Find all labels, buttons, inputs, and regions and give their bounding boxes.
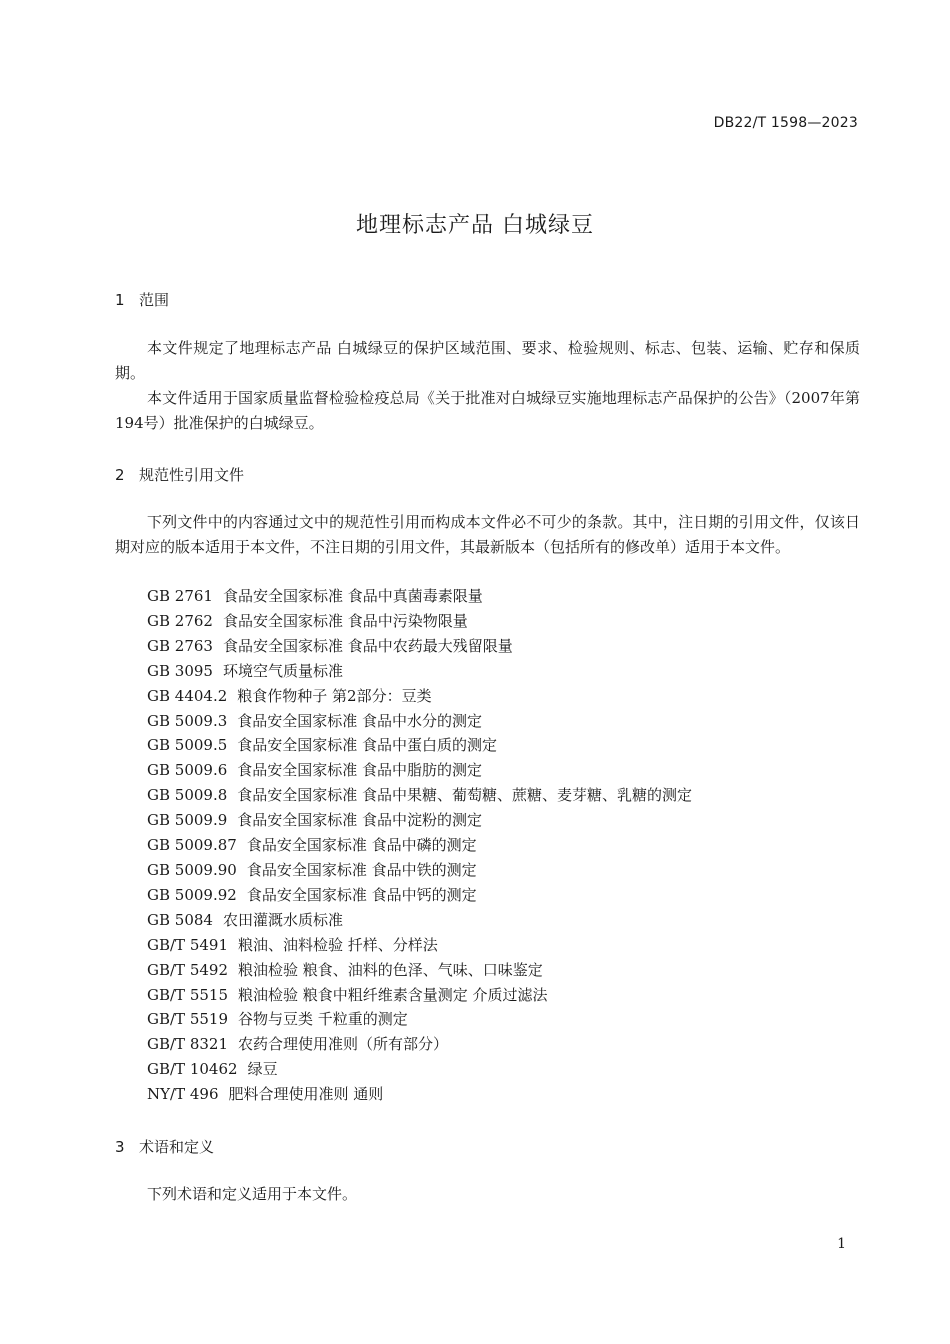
section-title: 规范性引用文件	[139, 466, 245, 484]
reference-code: GB 5009.90	[147, 860, 237, 879]
reference-code: GB 4404.2	[147, 686, 228, 705]
reference-title: 粮油、油料检验 扦样、分样法	[238, 935, 438, 954]
reference-code: GB 5009.3	[147, 711, 228, 730]
reference-item	[147, 833, 692, 858]
standard-code: DB22/T 1598—2023	[713, 115, 858, 131]
reference-code: GB/T 8321	[147, 1035, 229, 1054]
reference-item	[147, 733, 692, 758]
page-number: 1	[837, 1236, 846, 1252]
section-title: 范围	[139, 291, 170, 309]
reference-title: 农药合理使用准则（所有部分）	[238, 1035, 449, 1054]
reference-item	[147, 758, 692, 783]
reference-item	[147, 609, 692, 634]
reference-item	[147, 684, 692, 709]
reference-item	[147, 808, 692, 833]
section-1-paragraph-1: 本文件规定了地理标志产品 白城绿豆的保护区域范围、要求、检验规则、标志、包装、运输、贮存和保质期。	[115, 339, 860, 382]
reference-title: 食品安全国家标准 食品中钙的测定	[246, 885, 477, 904]
reference-title: 粮食作物种子 第2部分：豆类	[237, 686, 432, 705]
reference-item	[147, 1007, 692, 1032]
section-number: 2	[115, 466, 125, 484]
reference-title: 食品安全国家标准 食品中淀粉的测定	[237, 811, 483, 830]
reference-code: GB/T 5519	[147, 1010, 229, 1029]
reference-code: GB 5009.9	[147, 811, 228, 830]
reference-code: GB 3095	[147, 661, 213, 680]
reference-item	[147, 1057, 692, 1082]
reference-code: GB 5009.5	[147, 736, 228, 755]
section-3-paragraph-1: 下列术语和定义适用于本文件。	[147, 1185, 358, 1203]
section-1-heading	[115, 289, 169, 310]
reference-item	[147, 858, 692, 883]
reference-title: 粮油检验 粮食、油料的色泽、气味、口味鉴定	[238, 960, 543, 979]
reference-title: 食品安全国家标准 食品中污染物限量	[222, 611, 468, 630]
reference-item	[147, 709, 692, 734]
reference-code: GB 5009.6	[147, 761, 228, 780]
reference-code: NY/T 496	[147, 1085, 219, 1104]
reference-item	[147, 584, 692, 609]
section-2-paragraph-1: 下列文件中的内容通过文中的规范性引用而构成本文件必不可少的条款。其中，注日期的引用文件，仅该日期对应的版本适用于本文件，不注日期的引用文件，其最新版本（包括所有的修改单）适用于本文件。	[115, 513, 860, 556]
reference-code: GB/T 10462	[147, 1060, 238, 1079]
section-1-paragraph-2: 本文件适用于国家质量监督检验检疫总局《关于批准对白城绿豆实施地理标志产品保护的公告》（2007年第194号）批准保护的白城绿豆。	[115, 389, 860, 432]
reference-title: 食品安全国家标准 食品中磷的测定	[246, 836, 477, 855]
reference-code: GB 5009.92	[147, 885, 237, 904]
reference-title: 农田灌溉水质标准	[222, 910, 343, 929]
reference-title: 食品安全国家标准 食品中农药最大残留限量	[222, 636, 513, 655]
reference-item	[147, 908, 692, 933]
section-number: 1	[115, 291, 125, 309]
reference-title: 食品安全国家标准 食品中真菌毒素限量	[222, 587, 483, 605]
reference-code: GB 2763	[147, 636, 213, 655]
section-title: 术语和定义	[139, 1138, 215, 1156]
reference-code: GB/T 5515	[147, 985, 229, 1004]
reference-item	[147, 883, 692, 908]
reference-title: 绿豆	[247, 1060, 278, 1079]
reference-code: GB 5009.8	[147, 786, 228, 805]
section-3-heading	[115, 1136, 214, 1157]
reference-code: GB 5009.87	[147, 836, 237, 855]
reference-item	[147, 634, 692, 659]
normative-reference-list	[147, 584, 692, 1107]
reference-title: 粮油检验 粮食中粗纤维素含量测定 介质过滤法	[238, 985, 548, 1004]
reference-title: 食品安全国家标准 食品中脂肪的测定	[237, 761, 483, 780]
reference-item	[147, 783, 692, 808]
section-2-heading	[115, 464, 244, 485]
section-number: 3	[115, 1138, 125, 1156]
reference-code: GB 2761	[147, 587, 213, 605]
reference-title: 环境空气质量标准	[222, 661, 343, 680]
reference-title: 谷物与豆类 千粒重的测定	[238, 1010, 408, 1029]
reference-title: 肥料合理使用准则 通则	[228, 1085, 384, 1104]
reference-title: 食品安全国家标准 食品中铁的测定	[246, 860, 477, 879]
reference-item	[147, 983, 692, 1008]
reference-title: 食品安全国家标准 食品中果糖、葡萄糖、蔗糖、麦芽糖、乳糖的测定	[237, 786, 693, 805]
reference-title: 食品安全国家标准 食品中蛋白质的测定	[237, 736, 498, 755]
reference-item	[147, 933, 692, 958]
reference-title: 食品安全国家标准 食品中水分的测定	[237, 711, 483, 730]
reference-item	[147, 958, 692, 983]
reference-item	[147, 1032, 692, 1057]
reference-code: GB 2762	[147, 611, 213, 630]
reference-item	[147, 1082, 692, 1107]
reference-code: GB/T 5492	[147, 960, 229, 979]
reference-code: GB 5084	[147, 910, 213, 929]
reference-item	[147, 659, 692, 684]
document-title: 地理标志产品 白城绿豆	[356, 213, 594, 238]
reference-code: GB/T 5491	[147, 935, 229, 954]
